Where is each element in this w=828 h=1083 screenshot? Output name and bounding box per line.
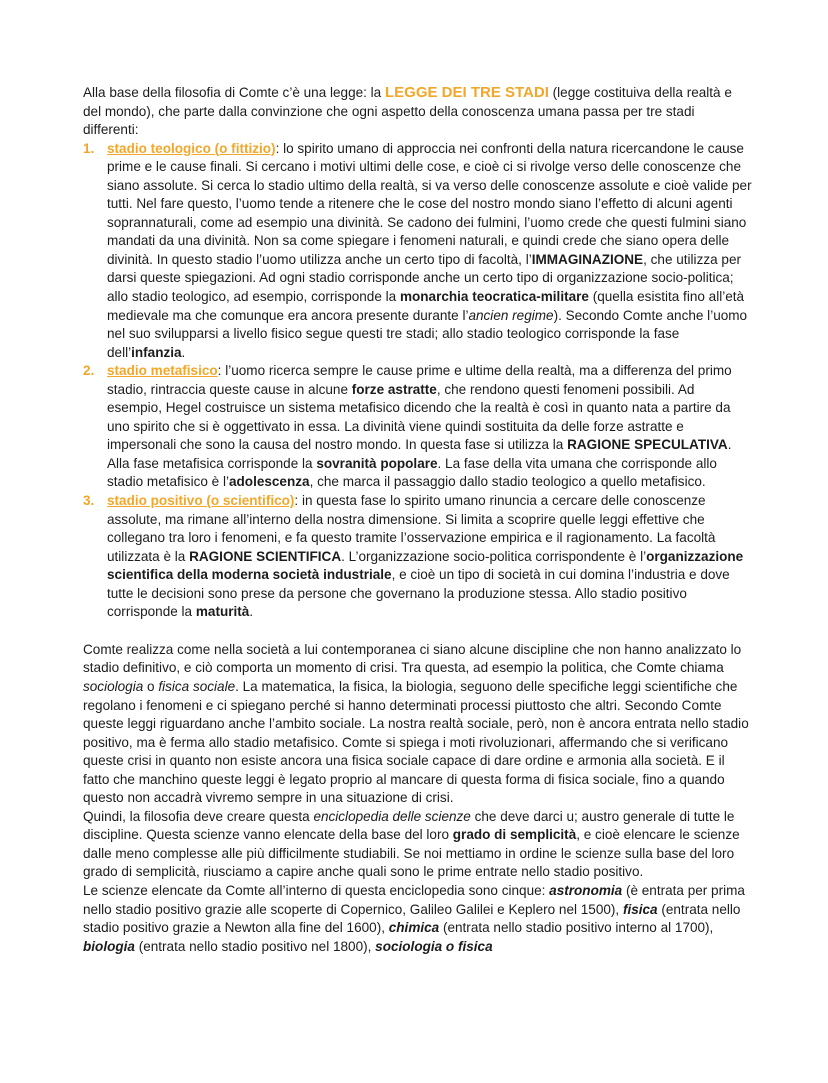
encyclopedia-paragraph: Quindi, la filosofia deve creare questa enciclopedia delle scienze che deve darci u; austro generale di tutte le discipline. Questa scienze vanno elencate della base del loro grado di semplicità, e cioè elencare le scienze dalle meno complesse alle più difficilmente studiabili. Se noi mettiamo in ordine le scienze sulla base del loro grado di semplicità, riusciamo a capire anche quali sono le prime entrate nello stadio positivo. bbox=[83, 808, 740, 880]
stages-list bbox=[83, 140, 752, 622]
stage-title: stadio teologico (o fittizio) bbox=[107, 140, 276, 156]
stage-title: stadio metafisico bbox=[107, 363, 218, 379]
paragraph-spacer bbox=[83, 622, 752, 641]
stage-item-metaphysical: 2. stadio metafisico: l’uomo ricerca sempre le cause prime e ultime della realtà, ma a differenza del primo stadio, rintraccia queste cause in alcune forze astratte, che rendono questi fenomeni possibili. Ad esempio, Hegel costruisce un sistema metafisico dicendo che la realtà è così in quanto nata a partire da uno spirito che si è oggettivato in essa. La divinità viene quindi sostituita da delle forze astratte e impersonali che sono la causa del nostro mondo. In questa fase si utilizza la RAGIONE SPECULATIVA. Alla fase metafisica corrisponde la sovranità popolare. La fase della vita umana che corrisponde allo stadio metafisico è l’adolescenza, che marca il passaggio dallo stadio teologico a quello metafisico. bbox=[83, 363, 732, 490]
law-title: LEGGE DEI TRE STADI bbox=[384, 84, 549, 101]
intro-paragraph: Alla base della filosofia di Comte c’è una legge: la LEGGE DEI TRE STADI (legge costituiva della realtà e del mondo), che parte dalla convinzione che ogni aspetto della conoscenza umana passa per tre stadi differenti: bbox=[83, 84, 732, 138]
stage-number: 1. bbox=[83, 140, 95, 156]
stage-number: 2. bbox=[83, 363, 95, 379]
crisis-paragraph: Comte realizza come nella società a lui contemporanea ci siano alcune discipline che non hanno analizzato lo stadio definitivo, e ciò comporta un momento di crisi. Tra questa, ad esempio la politica, che Comte chiama sociologia o fisica sociale. La matematica, la fisica, la biologia, seguono delle specifiche leggi scientifiche che regolano i fenomeni e ci spiegano perché si hanno determinati processi piuttosto che altri. Secondo Comte queste leggi riguardano anche l’ambito sociale. La nostra realtà sociale, però, non è ancora entrata nello stadio positivo, ma è ferma allo stadio metafisico. Comte si spiega i moti rivoluzionari, affermando che si verificano queste crisi in quanto non esiste ancora una fisica sociale capace di dare ordine e armonia alla società. E il fatto che manchino queste leggi è legato proprio al mancare di questa forma di fisica sociale, fino a quando questo non accadrà vivremo sempre in una situazione di crisi. bbox=[83, 641, 749, 806]
stage-title: stadio positivo (o scientifico) bbox=[107, 493, 295, 509]
stage-number: 3. bbox=[83, 493, 95, 509]
sciences-paragraph: Le scienze elencate da Comte all’interno di questa enciclopedia sono cinque: astronomia (è entrata per prima nello stadio positivo grazie alle scoperte di Copernico, Galileo Galilei e Keplero nel 1500), fisica (entrata nello stadio positivo grazie a Newton alla fine del 1600), chimica (entrata nello stadio positivo interno al 1700), biologia (entrata nello stadio positivo nel 1800), sociologia o fisica bbox=[83, 882, 745, 954]
stage-item-theological: 1. stadio teologico (o fittizio): lo spirito umano di approccia nei confronti della natura ricercandone le cause prime e le cause finali. Si cercano i motivi ultimi delle cose, e cioè ci si rivolge verso delle conoscenze che siano assolute. Si cerca lo stadio ultimo della realtà, si va verso delle conoscenze assolute e cioè valide per tutti. Nel fare questo, l’uomo tende a ritenere che le cose del nostro mondo siano l’effetto di alcuni agenti soprannaturali, come ad esempio una divinità. Se cadono dei fulmini, l’uomo crede che questi fulmini siano mandati da una divinità. Non sa come spiegare i fenomeni naturali, e quindi crede che siano opera delle divinità. In questo stadio l’uomo utilizza anche un certo tipo di facoltà, l’IMMAGINAZIONE, che utilizza per darsi queste spiegazioni. Ad ogni stadio corrisponde anche un certo tipo di organizzazione socio-politica; allo stadio teologico, ad esempio, corrisponde la monarchia teocratica-militare (quella esistita fino all’età medievale ma che comunque era ancora presente durante l’ancien regime). Secondo Comte anche l’uomo nel suo svilupparsi a livello fisico segue questi tre stadi; allo stadio teologico corrisponde la fase dell’infanzia. bbox=[83, 140, 752, 360]
stage-item-positive: 3. stadio positivo (o scientifico): in questa fase lo spirito umano rinuncia a cercare delle conoscenze assolute, ma rimane all’interno della nostra dimensione. Si limita a scoprire quelle leggi effettive che collegano tra loro i fenomeni, e fa questo tramite l’osservazione empirica e il ragionamento. La facoltà utilizzata è la RAGIONE SCIENTIFICA. L’organizzazione socio-politica corrispondente è l’organizzazione scientifica della moderna società industriale, e cioè un tipo di società in cui domina l’industria e dove tutte le decisioni sono prese da persone che governano la produzione stessa. Allo stadio positivo corrisponde la maturità. bbox=[83, 493, 744, 620]
